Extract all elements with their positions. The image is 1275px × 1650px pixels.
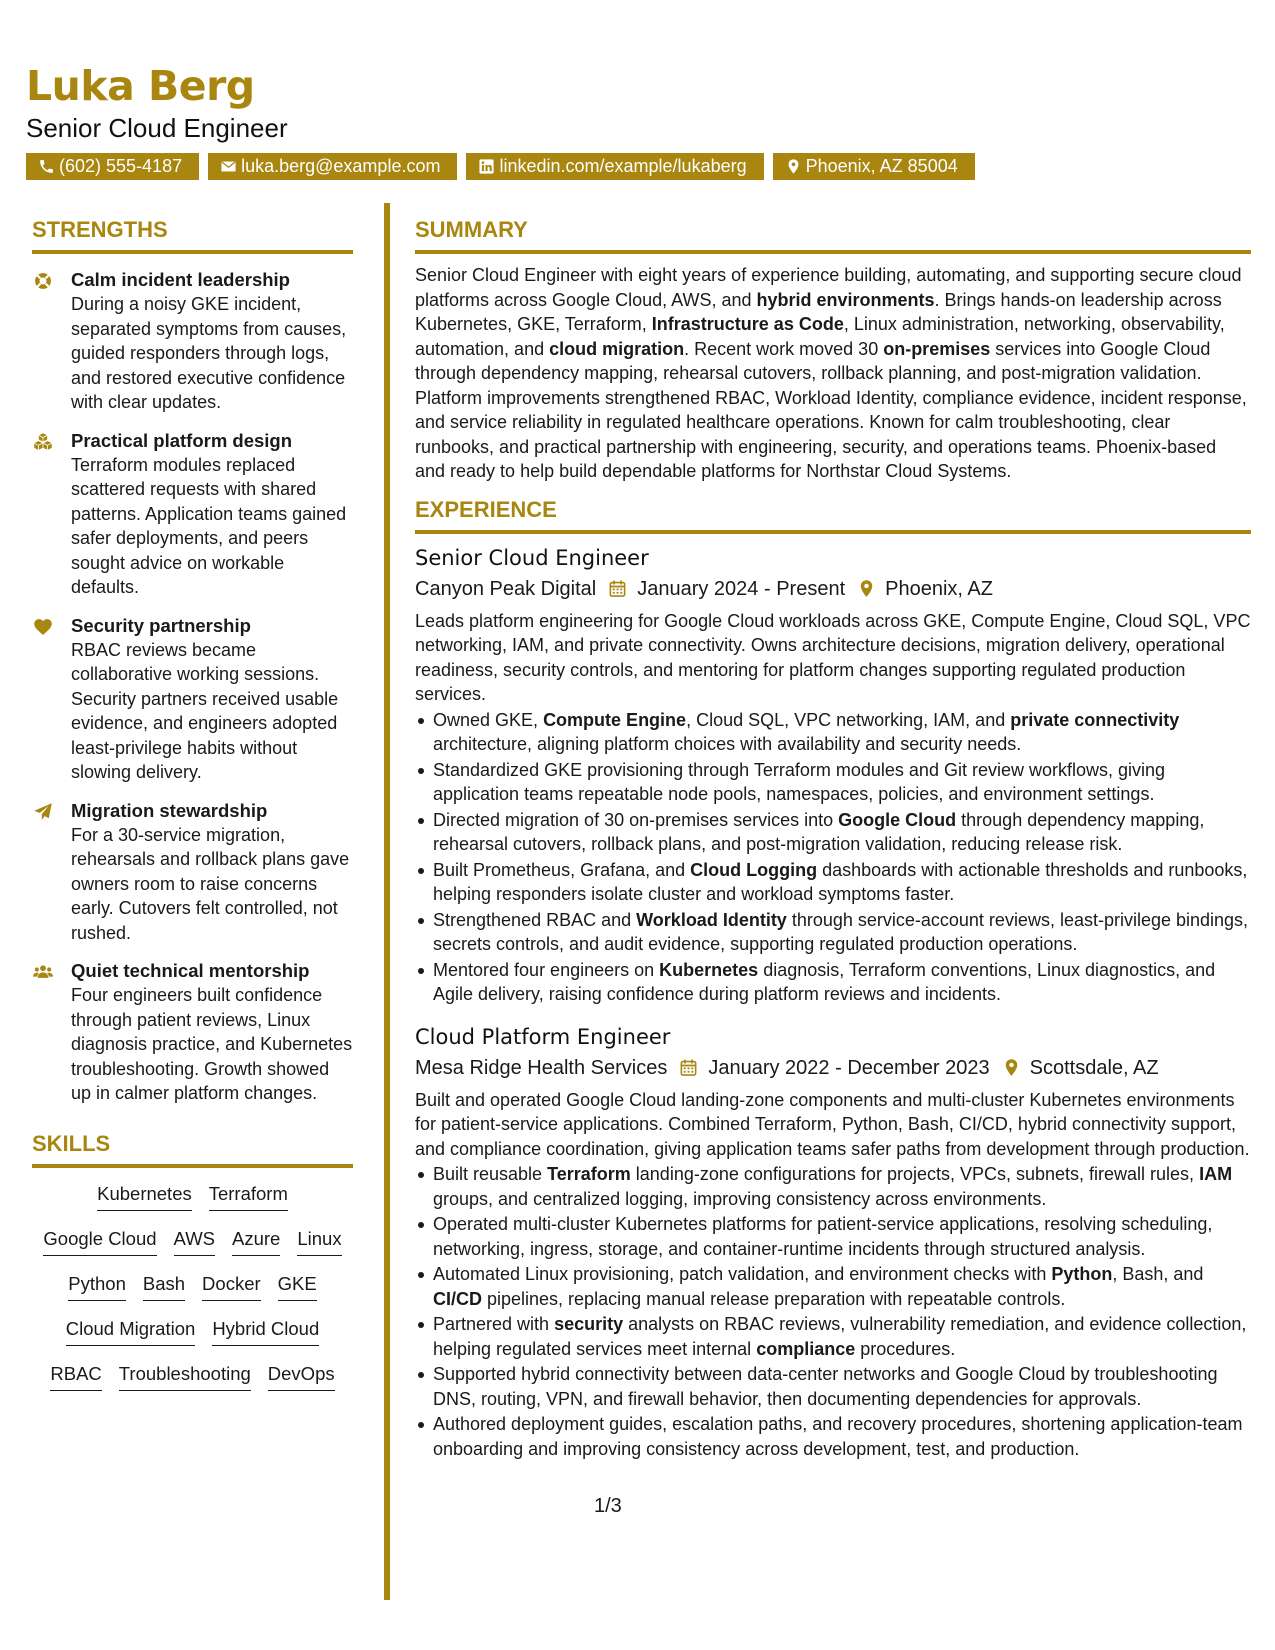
bold-keyword: on-premises — [883, 338, 991, 359]
job-title: Cloud Platform Engineer — [415, 1024, 671, 1049]
resume-header — [26, 62, 288, 144]
skills-heading: SKILLS — [32, 1130, 353, 1168]
map-marker-icon — [857, 579, 876, 598]
users-icon — [33, 962, 53, 982]
contact-email-text: luka.berg@example.com — [241, 156, 441, 176]
phone-icon — [38, 158, 55, 175]
life-ring-icon — [33, 271, 53, 291]
job-bullet: Built reusable Terraform landing-zone configurations for projects, VPCs, subnets, firewall rules, IAM groups, and centralized logging, improving consistency across environments. — [415, 1162, 1251, 1211]
bold-keyword: Compute Engine — [543, 709, 687, 730]
skill-tag: AWS — [174, 1227, 215, 1256]
strength-heading: Calm incident leadership — [71, 269, 290, 290]
bold-keyword: private connectivity — [1010, 709, 1180, 730]
bold-keyword: Kubernetes — [659, 959, 759, 980]
job-bullet: Mentored four engineers on Kubernetes diagnosis, Terraform conventions, Linux diagnostics, and Agile delivery, raising confidence during platform reviews and incidents. — [415, 958, 1251, 1007]
job-bullet: Built Prometheus, Grafana, and Cloud Logging dashboards with actionable thresholds and runbooks, helping responders isolate cluster and workload symptoms faster. — [415, 858, 1251, 907]
strength-heading: Migration stewardship — [71, 799, 268, 821]
job-bullet: Strengthened RBAC and Workload Identity through service-account reviews, least-privilege bindings, secrets controls, and audit evidence, supporting regulated production operations. — [415, 908, 1251, 957]
skill-tag: Bash — [143, 1272, 185, 1301]
job-bullet: Authored deployment guides, escalation paths, and recovery procedures, shortening application-team onboarding and improving consistency across development, test, and production. — [415, 1412, 1251, 1461]
skill-tag: Google Cloud — [43, 1227, 156, 1256]
job-entry — [415, 544, 1251, 1007]
job-title: Senior Cloud Engineer — [415, 545, 649, 570]
contact-phone[interactable] — [26, 153, 199, 180]
job-entry — [415, 1023, 1251, 1462]
right-column — [415, 216, 1251, 1462]
candidate-name: Luka Berg — [26, 62, 255, 110]
heart-icon — [33, 617, 53, 637]
job-dates: January 2022 - December 2023 — [708, 1056, 990, 1079]
skill-tag: Kubernetes — [97, 1182, 192, 1211]
job-meta — [415, 1054, 1251, 1082]
strength-description: Four engineers built confidence through patient reviews, Linux diagnosis practice, and Kubernetes troubleshooting. Growth showed up in calmer platform changes. — [71, 985, 353, 1103]
map-marker-icon — [785, 158, 802, 175]
strengths-heading: STRENGTHS — [32, 216, 353, 254]
bold-keyword: compliance — [756, 1338, 856, 1359]
strength-item — [32, 268, 353, 415]
left-column — [32, 216, 353, 1407]
bold-keyword: hybrid environments — [756, 289, 935, 310]
strength-heading: Security partnership — [71, 614, 251, 636]
job-bullets — [415, 1162, 1251, 1461]
skill-tag: Docker — [202, 1272, 261, 1301]
calendar-icon — [679, 1058, 698, 1077]
skill-tag: Cloud Migration — [66, 1317, 196, 1346]
bold-keyword: cloud migration — [549, 338, 685, 359]
job-bullet: Automated Linux provisioning, patch validation, and environment checks with Python, Bash, and CI/CD pipelines, replacing manual release preparation with repeatable controls. — [415, 1262, 1251, 1311]
bold-keyword: IAM — [1199, 1164, 1233, 1184]
paper-plane-icon — [33, 802, 53, 822]
strength-heading: Quiet technical mentorship — [71, 960, 310, 981]
contact-bar — [26, 153, 975, 180]
bold-keyword: Terraform — [547, 1164, 631, 1184]
skills-row — [32, 1272, 353, 1317]
skill-tag: GKE — [278, 1272, 317, 1301]
strength-description: For a 30-service migration, rehearsals and rollback plans gave owners room to raise concerns early. Cutovers felt controlled, not rushed. — [71, 824, 350, 943]
skills-row — [32, 1317, 353, 1362]
bold-keyword: security — [554, 1314, 624, 1334]
contact-location — [773, 153, 975, 180]
job-bullet: Directed migration of 30 on-premises services into Google Cloud through dependency mapping, rehearsal cutovers, rollback plans, and post-migration validation, reducing release risk. — [415, 808, 1251, 857]
cubes-icon — [33, 432, 53, 452]
contact-email[interactable] — [208, 153, 457, 180]
job-dates: January 2024 - Present — [637, 577, 846, 600]
column-divider — [384, 203, 390, 1600]
skills-row — [32, 1362, 353, 1407]
skill-tag: Linux — [297, 1227, 341, 1256]
bold-keyword: Python — [1051, 1264, 1113, 1284]
strength-item — [32, 429, 353, 600]
contact-linkedin-text: linkedin.com/example/lukaberg — [499, 156, 747, 176]
job-bullet: Owned GKE, Compute Engine, Cloud SQL, VPC networking, IAM, and private connectivity architecture, aligning platform choices with availability and security needs. — [415, 708, 1251, 757]
job-company: Mesa Ridge Health Services — [415, 1056, 668, 1079]
strength-description: Terraform modules replaced scattered requests with shared patterns. Application teams gained safer deployments, and peers sought advice on workable defaults. — [71, 454, 347, 597]
bold-keyword: Cloud Logging — [690, 859, 818, 880]
summary-heading: SUMMARY — [415, 216, 1251, 254]
bold-keyword: Google Cloud — [838, 809, 957, 830]
skill-tag: Troubleshooting — [119, 1362, 251, 1391]
job-bullet: Supported hybrid connectivity between data-center networks and Google Cloud by troubleshooting DNS, routing, VPN, and firewall behavior, then documenting dependencies for approvals. — [415, 1362, 1251, 1411]
job-description: Built and operated Google Cloud landing-zone components and multi-cluster Kubernetes environments for patient-service applications. Combined Terraform, Python, Bash, CI/CD, hybrid connectivity support, and compliance coordination, giving application teams safer paths from development through production. — [415, 1089, 1250, 1159]
job-bullets — [415, 708, 1251, 1007]
job-bullet: Operated multi-cluster Kubernetes platforms for patient-service applications, resolving scheduling, networking, ingress, storage, and container-runtime incidents through structured analysis. — [415, 1212, 1251, 1261]
envelope-icon — [220, 158, 237, 175]
strength-item — [32, 959, 353, 1106]
skills-list — [32, 1182, 353, 1407]
strength-item — [32, 614, 353, 785]
calendar-icon — [608, 579, 627, 598]
skill-tag: Python — [68, 1272, 126, 1301]
job-company: Canyon Peak Digital — [415, 577, 597, 600]
bold-keyword: CI/CD — [433, 1288, 482, 1309]
contact-phone-text: (602) 555-4187 — [59, 156, 183, 176]
strength-heading: Practical platform design — [71, 429, 293, 451]
candidate-title: Senior Cloud Engineer — [26, 113, 288, 143]
skills-row — [32, 1182, 353, 1227]
skills-row — [32, 1227, 353, 1272]
page-number: 1/3 — [594, 1495, 622, 1517]
skill-tag: Terraform — [209, 1182, 288, 1211]
job-meta — [415, 575, 1251, 603]
summary-text: Senior Cloud Engineer with eight years of experience building, automating, and supporting secure cloud platforms across Google Cloud, AWS, and hybrid environments. Brings hands-on leadership across Kubernetes, GKE, Terraform, Infrastructure as Code, Linux administration, networking, observability, automation, and cloud migration. Recent work moved 30 on-premises services into Google Cloud through dependency mapping, rehearsal cutovers, rollback planning, and post-migration validation. Platform improvements strengthened RBAC, Workload Identity, compliance evidence, incident response, and service reliability in regulated healthcare operations. Known for calm troubleshooting, clear runbooks, and practical partnership with engineering, security, and operations teams. Phoenix-based and ready to help build dependable platforms for Northstar Cloud Systems. — [415, 265, 1247, 481]
job-location: Phoenix, AZ — [885, 577, 993, 600]
job-bullet: Partnered with security analysts on RBAC reviews, vulnerability remediation, and evidence collection, helping regulated services meet internal compliance procedures. — [415, 1312, 1251, 1361]
linkedin-icon — [478, 158, 495, 175]
skill-tag: RBAC — [50, 1362, 101, 1391]
bold-keyword: Infrastructure as Code — [651, 314, 844, 334]
skill-tag: DevOps — [268, 1362, 335, 1391]
job-location: Scottsdale, AZ — [1029, 1056, 1159, 1079]
skill-tag: Azure — [232, 1227, 280, 1256]
bold-keyword: Workload Identity — [636, 909, 787, 930]
strength-description: During a noisy GKE incident, separated symptoms from causes, guided responders through logs, and restored executive confidence with clear updates. — [71, 294, 347, 412]
skill-tag: Hybrid Cloud — [212, 1317, 319, 1346]
job-bullet: Standardized GKE provisioning through Terraform modules and Git review workflows, giving application teams repeatable node pools, namespaces, policies, and environment settings. — [415, 758, 1251, 807]
contact-location-text: Phoenix, AZ 85004 — [805, 156, 958, 176]
job-description: Leads platform engineering for Google Cloud workloads across GKE, Compute Engine, Cloud SQL, VPC networking, IAM, and private connectivity. Owns architecture decisions, migration delivery, operational readiness, security controls, and mentoring for platform changes supporting regulated production services. — [415, 610, 1251, 704]
experience-heading: EXPERIENCE — [415, 496, 1251, 534]
strength-item — [32, 799, 353, 946]
contact-linkedin[interactable] — [466, 153, 763, 180]
strength-description: RBAC reviews became collaborative working sessions. Security partners received usable evidence, and engineers adopted least-privilege habits without slowing delivery. — [71, 639, 339, 782]
map-marker-icon — [1002, 1058, 1021, 1077]
